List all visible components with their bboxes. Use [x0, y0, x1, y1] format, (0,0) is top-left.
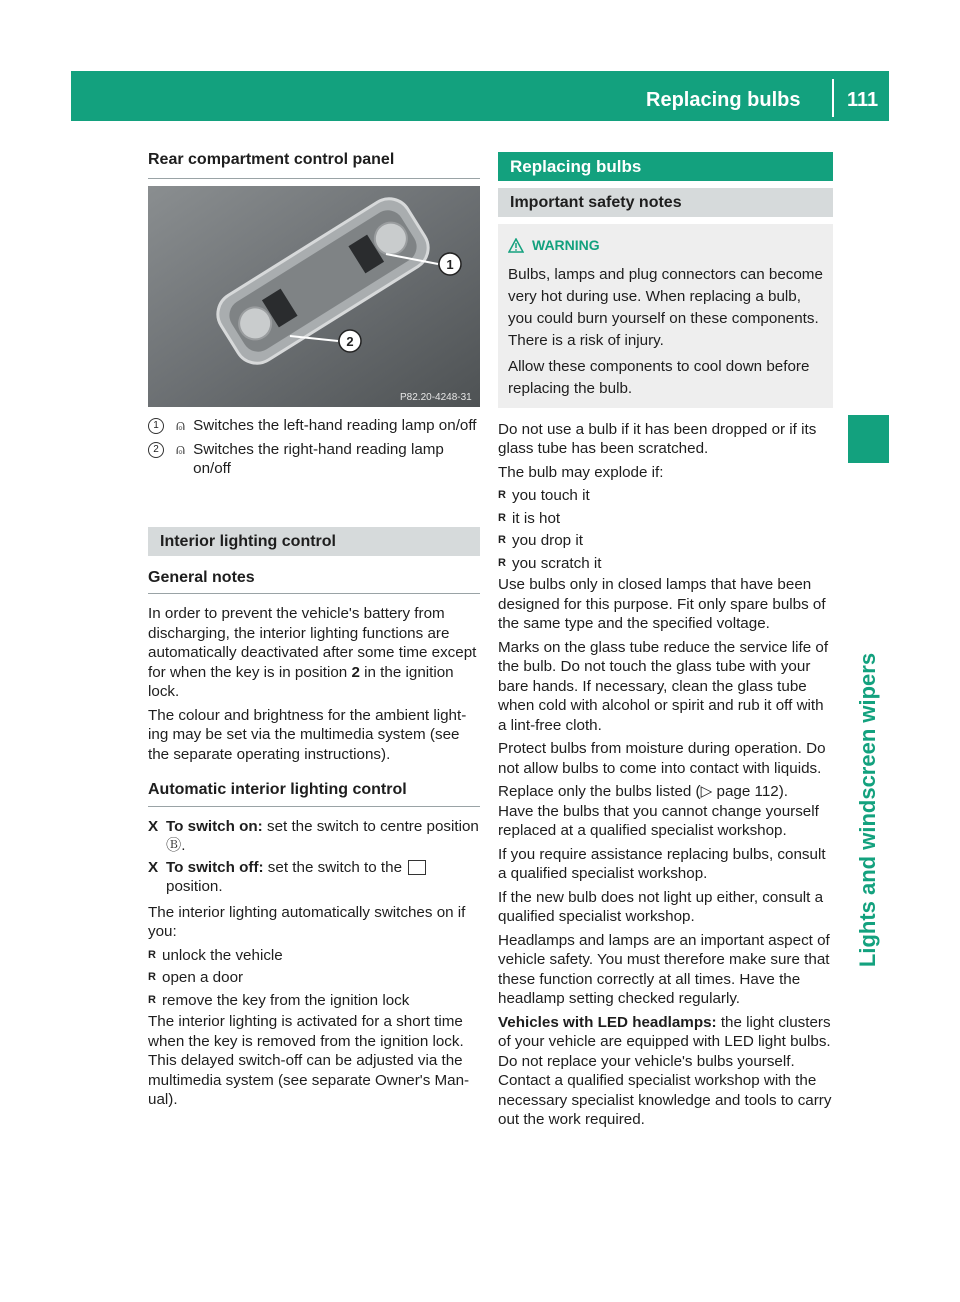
general-para-2: The colour and brightness for the ambient lighting may be set via the multimedia system (see the separate operating instructions). — [148, 706, 467, 763]
auto-bullet-list — [148, 946, 480, 1011]
general-para-1: In order to prevent the vehicle's battery from discharging, the interior lighting functions are automatically deactivated after some time except for when the key is in position 2 in the ignition lock. — [148, 605, 477, 700]
bulb-para-7: Have the bulbs that you cannot change yourself replaced at a qualified specialist workshop. — [498, 802, 819, 839]
switch-off-step: X To switch off: set the switch to the position. — [148, 858, 480, 897]
warning-text-1: Bulbs, lamps and plug connectors can become very hot during use. When replacing a bulb, you could burn yourself on these components. There is a risk of injury. — [508, 265, 823, 349]
left-column-body — [148, 416, 480, 1110]
list-item: R you drop it — [498, 531, 833, 551]
page-number: 111 — [847, 89, 879, 111]
list-item: R you scratch it — [498, 554, 833, 574]
interior-lighting-bar: Interior lighting control — [148, 527, 480, 556]
list-item: R you touch it — [498, 486, 833, 506]
centre-position-symbol: Ⓑ — [166, 837, 182, 854]
figure-code: P82.20-4248-31 — [400, 392, 472, 403]
bulb-para-9: If the new bulb does not light up either, consult a qualified specialist workshop. — [498, 888, 824, 925]
reading-lamp-icon: ⍝ — [176, 417, 186, 434]
right-column — [498, 152, 833, 1130]
bulb-para-1: Do not use a bulb if it has been dropped or if its glass tube has been scratched. — [498, 420, 817, 457]
bulb-para-10: Headlamps and lamps are an important aspect of vehicle safety. You must therefore make sure that these function correctly at all times. Have the headlamp setting checked regularly. — [498, 931, 830, 1007]
control-panel-illustration — [148, 186, 480, 407]
replacing-bulbs-bar: Replacing bulbs — [498, 152, 833, 181]
bulb-para-8: If you require assistance replacing bulbs, consult a qualified specialist workshop. — [498, 845, 826, 882]
explode-bullet-list — [498, 486, 833, 573]
warning-label: WARNING — [532, 237, 600, 253]
general-notes-heading: General notes — [148, 568, 480, 595]
bulb-para-2: The bulb may explode if: — [498, 463, 664, 481]
legend-text: Switches the left-hand reading lamp on/off — [193, 417, 477, 434]
delay-para: The interior lighting is activated for a short time when the key is removed from the ignition lock. This delayed switch-off can be adjusted via the multimedia system (see separate Owner's Manual). — [148, 1013, 470, 1108]
warning-triangle-icon — [508, 238, 524, 253]
callout-1-label: 1 — [446, 257, 454, 272]
warning-text-2: Allow these components to cool down before replacing the bulb. — [508, 357, 810, 397]
legend-item-1 — [148, 416, 480, 436]
side-tab-label: Lights and windscreen wipers — [855, 652, 880, 968]
left-column — [148, 150, 480, 179]
list-item: R open a door — [148, 968, 480, 988]
off-position-icon — [408, 860, 426, 875]
side-tab-marker — [848, 415, 889, 463]
auto-lighting-heading: Automatic interior lighting control — [148, 780, 480, 807]
page-reference-arrow: ▷ — [700, 783, 713, 800]
rear-control-panel-photo — [148, 186, 480, 407]
warning-header — [508, 236, 825, 256]
legend-item-2 — [148, 440, 480, 479]
list-item: R it is hot — [498, 509, 833, 529]
legend-text: Switches the right-hand reading lamp on/off — [193, 440, 444, 477]
bulb-para-4: Marks on the glass tube reduce the service life of the bulb. Do not touch the glass tube with your bare hands. If necessary, clean the glass tube when cold with alcohol or spirit and rub it off with a lint-free cloth. — [498, 638, 829, 734]
header-separator — [832, 79, 834, 117]
header-title: Replacing bulbs — [646, 89, 801, 111]
safety-notes-bar: Important safety notes — [498, 188, 833, 217]
list-item: R unlock the vehicle — [148, 946, 480, 966]
reading-lamp-icon: ⍝ — [176, 440, 186, 458]
auto-para: The interior lighting automatically switches on if you: — [148, 903, 466, 940]
warning-box — [498, 224, 833, 408]
bulb-para-6: Replace only the bulbs listed (▷ page 112). — [498, 783, 789, 800]
rear-panel-heading: Rear compartment control panel — [148, 150, 480, 179]
bulb-para-5: Protect bulbs from moisture during operation. Do not allow bulbs to come into contact with liquids. — [498, 740, 826, 777]
callout-2-label: 2 — [346, 334, 354, 349]
led-para: Vehicles with LED headlamps: the light clusters of your vehicle are equipped with LED light bulbs. Do not replace your vehicle's bulbs yourself. Contact a qualified specialist workshop with the necessary specialist knowledge and tools to carry out the work required. — [498, 1013, 832, 1128]
switch-on-step: X To switch on: set the switch to centre position Ⓑ. — [148, 817, 480, 856]
legend-number: 2 — [148, 442, 164, 458]
legend-number: 1 — [148, 418, 164, 434]
bulb-para-3: Use bulbs only in closed lamps that have been designed for this purpose. Fit only spare bulbs of the same type and the specified voltage. — [498, 576, 826, 632]
list-item: R remove the key from the ignition lock — [148, 991, 480, 1011]
